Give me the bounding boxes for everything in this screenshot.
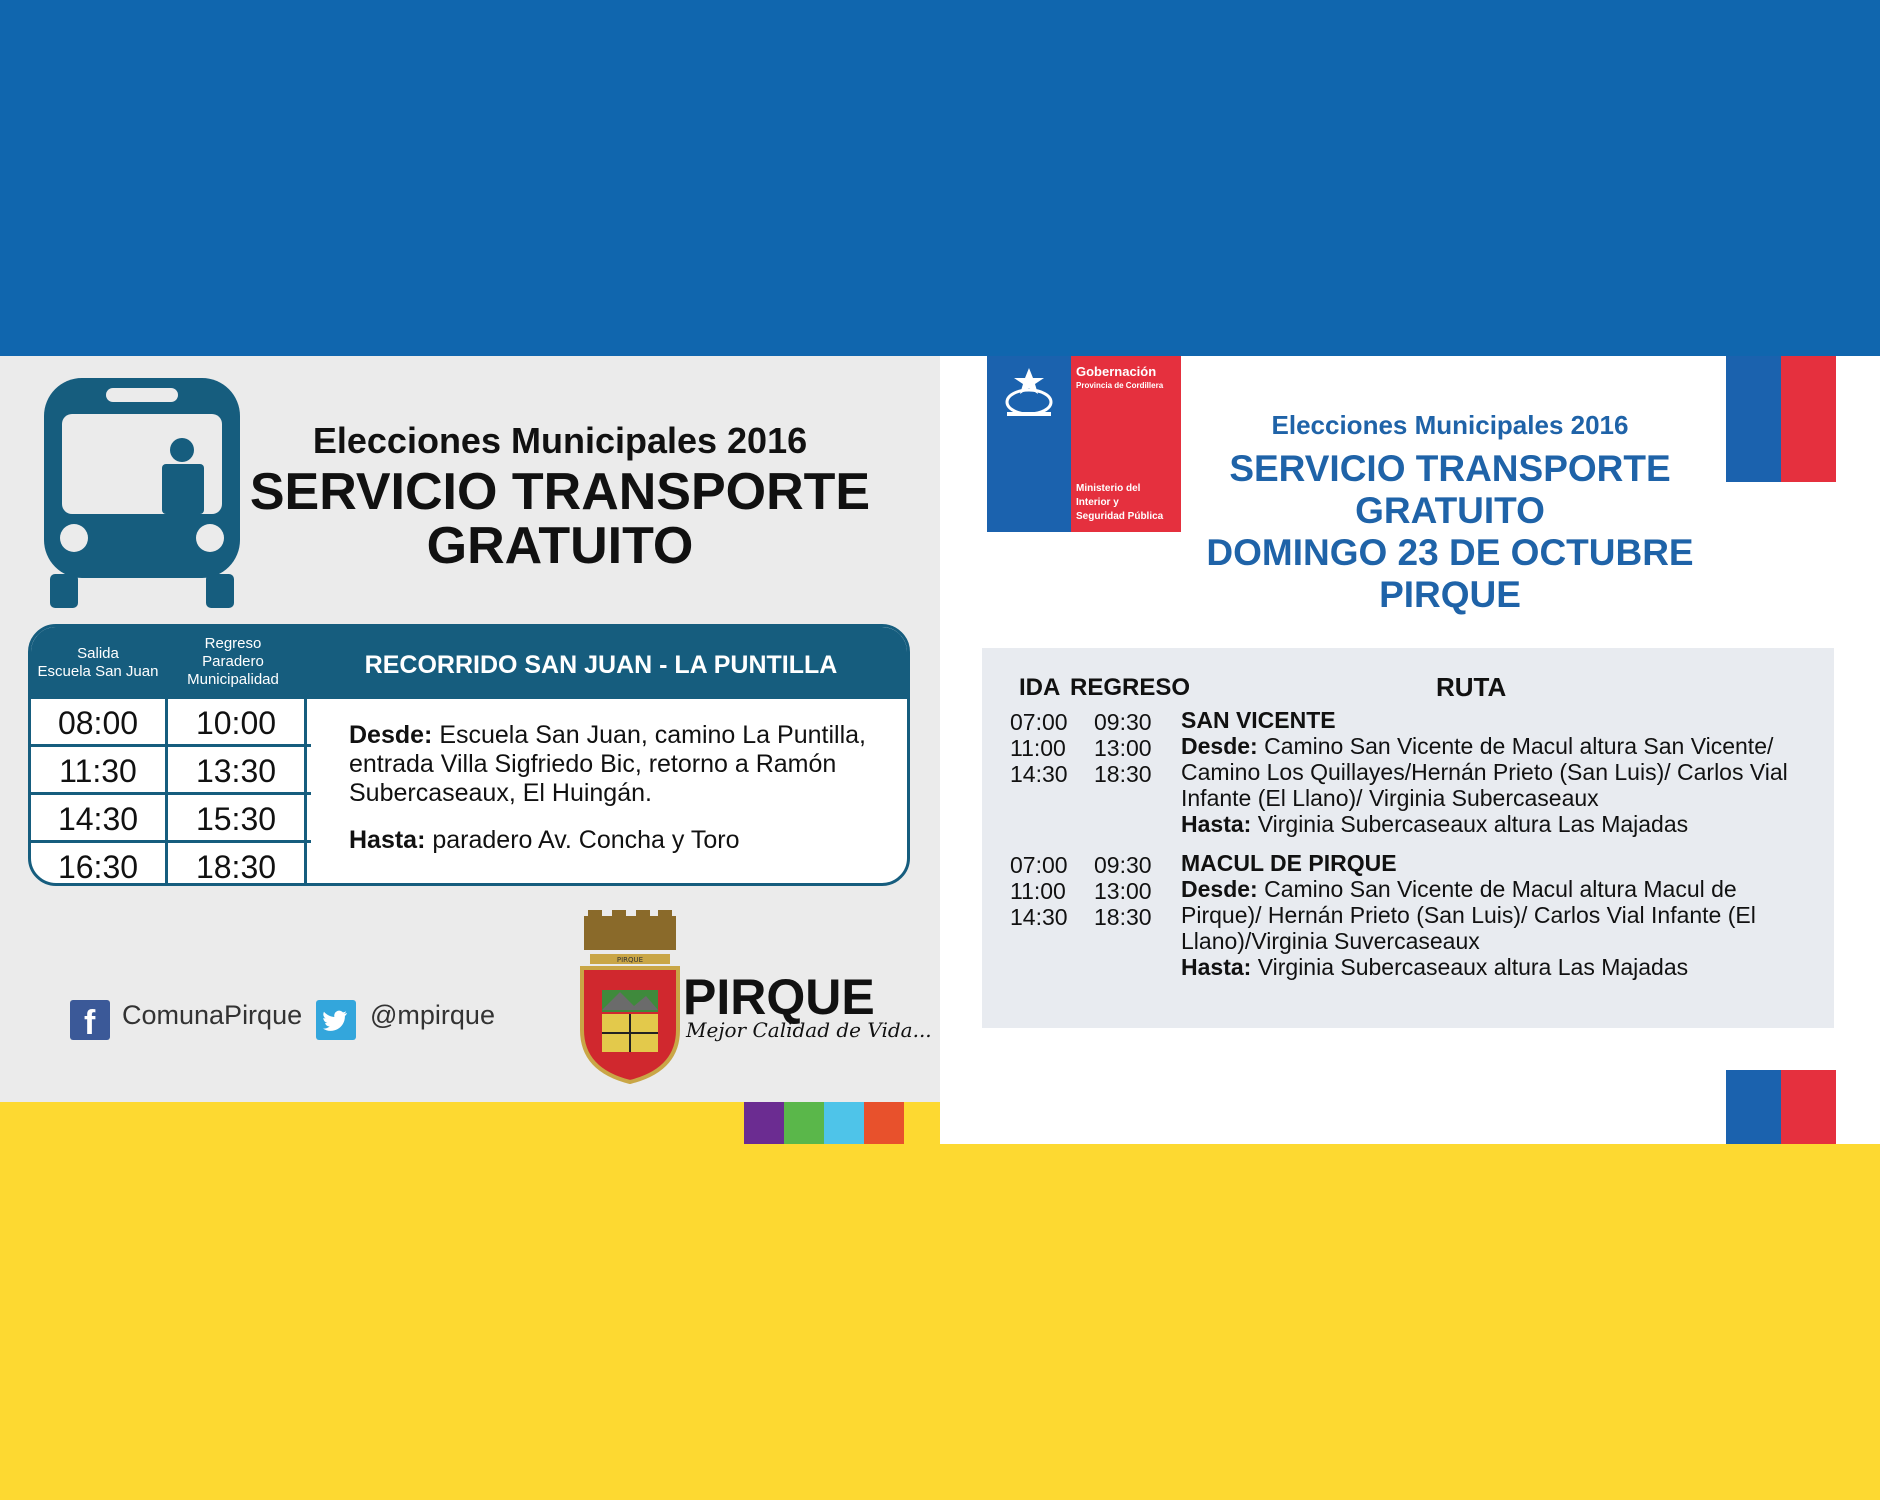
salida-header	[31, 645, 165, 681]
route-description	[349, 721, 889, 855]
badge-line-3: Ministerio del	[1076, 483, 1141, 494]
route-name: MACUL DE PIRQUE	[1181, 850, 1397, 876]
flag-stripe-bottom	[1726, 1070, 1836, 1144]
hasta-text: Virginia Subercaseaux altura Las Majadas	[1251, 811, 1689, 837]
regreso-time: 18:30	[1094, 904, 1152, 930]
route-2-details	[1181, 850, 1801, 980]
route-2-regreso-times	[1094, 852, 1152, 930]
salida-time: 14:30	[31, 795, 168, 840]
regreso-header	[165, 635, 301, 689]
facebook-icon[interactable]: f	[70, 1000, 110, 1040]
times-column	[31, 699, 311, 886]
desde-text: Escuela San Juan, camino La Puntilla, entrada Villa Sigfriedo Bic, retorno a Ramón Subercaseaux, El Huingán.	[349, 721, 866, 807]
salida-time: 16:30	[31, 843, 168, 886]
ida-time: 14:30	[1010, 904, 1068, 930]
ida-time: 11:00	[1010, 878, 1066, 904]
swatch-orange	[864, 1102, 904, 1144]
bus-icon	[44, 378, 244, 610]
regreso-time: 13:30	[168, 747, 307, 792]
regreso-header: REGRESO	[1070, 674, 1191, 701]
twitter-icon[interactable]	[316, 1000, 356, 1040]
desde-text: Camino San Vicente de Macul altura Macul de Pirque)/ Hernán Prieto (San Luis)/ Carlos Vial Infante (El Llano)/Virginia Suvercaseaux	[1181, 876, 1756, 954]
salida-time: 08:00	[31, 699, 168, 744]
ida-time: 07:00	[1010, 709, 1068, 735]
facebook-handle[interactable]: ComunaPirque	[122, 1000, 303, 1030]
route-2-ida-times	[1010, 852, 1068, 930]
ida-time: 11:00	[1010, 735, 1066, 761]
twitter-handle[interactable]: @mpirque	[370, 1000, 495, 1030]
chile-coat-of-arms-icon	[997, 364, 1061, 420]
badge-line-4: Interior y	[1076, 497, 1119, 508]
regreso-time: 15:30	[168, 795, 307, 840]
pirque-brand-name: PIRQUE	[683, 969, 875, 1025]
ruta-header: RUTA	[1436, 672, 1507, 702]
flag-red	[1781, 1070, 1836, 1144]
badge-line-2: Provincia de Cordillera	[1076, 381, 1164, 390]
route-1-regreso-times	[1094, 709, 1152, 787]
hasta-text: paradero Av. Concha y Toro	[425, 826, 740, 854]
pirque-crest-logo	[580, 910, 680, 1085]
hasta-label: Hasta:	[349, 826, 426, 854]
badge-line-1: Gobernación	[1076, 364, 1157, 379]
ida-time: 07:00	[1010, 852, 1068, 878]
right-heading-line: SERVICIO TRANSPORTE	[1229, 448, 1671, 489]
regreso-header-line: Regreso	[204, 635, 262, 652]
table-row	[31, 699, 311, 747]
route-1-ida-times	[1010, 709, 1068, 787]
route-name: SAN VICENTE	[1181, 707, 1336, 733]
route-hasta	[1181, 811, 1801, 837]
regreso-header-line: Paradero	[202, 653, 264, 670]
crest-banner-text: PIRQUE	[616, 956, 644, 964]
desde-label: Desde:	[1181, 733, 1258, 759]
hasta-text: Virginia Subercaseaux altura Las Majadas	[1251, 954, 1689, 980]
regreso-time: 10:00	[168, 699, 307, 744]
regreso-time: 09:30	[1094, 852, 1152, 878]
right-heading-line: PIRQUE	[1379, 574, 1521, 615]
right-heading-line: GRATUITO	[1355, 490, 1545, 531]
table-row	[31, 795, 311, 843]
salida-header-line: Escuela San Juan	[37, 663, 159, 680]
salida-header-line: Salida	[77, 645, 119, 662]
swatch-cyan	[824, 1102, 864, 1144]
route-title: RECORRIDO SAN JUAN - LA PUNTILLA	[364, 651, 838, 679]
bottom-yellow-band	[0, 1144, 1880, 1500]
pirque-tagline: Mejor Calidad de Vida...	[686, 1018, 932, 1042]
table-row	[31, 747, 311, 795]
regreso-header-line: Municipalidad	[187, 671, 279, 688]
left-heading-small: Elecciones Municipales 2016	[312, 420, 808, 461]
route-1-details	[1181, 707, 1801, 837]
route-desde	[1181, 733, 1801, 811]
table-row	[31, 843, 311, 886]
route-desde	[1181, 876, 1801, 954]
left-heading-line-2: GRATUITO	[426, 517, 694, 575]
regreso-time: 18:30	[168, 843, 307, 886]
swatch-green	[784, 1102, 824, 1144]
desde-paragraph	[349, 721, 889, 808]
top-blue-band	[0, 0, 1880, 356]
desde-text: Camino San Vicente de Macul altura San Vicente/ Camino Los Quillayes/Hernán Prieto (San Luis)/ Carlos Vial Infante (El Llano)/ Virginia Subercaseaux	[1181, 733, 1788, 811]
ida-time: 14:30	[1010, 761, 1068, 787]
badge-line-5: Seguridad Pública	[1076, 511, 1164, 522]
swatch-purple	[744, 1102, 784, 1144]
route-hasta	[1181, 954, 1801, 980]
desde-label: Desde:	[349, 721, 433, 749]
regreso-time: 18:30	[1094, 761, 1152, 787]
right-heading-small: Elecciones Municipales 2016	[1271, 410, 1629, 440]
flag-blue	[1726, 1070, 1781, 1144]
flag-red	[1781, 356, 1836, 482]
regreso-time: 13:00	[1094, 878, 1152, 904]
salida-time: 11:30	[31, 747, 168, 792]
regreso-time: 09:30	[1094, 709, 1152, 735]
hasta-paragraph	[349, 826, 889, 855]
hasta-label: Hasta:	[1181, 811, 1252, 837]
ida-header: IDA	[1019, 674, 1061, 701]
right-heading-line: DOMINGO 23 DE OCTUBRE	[1206, 532, 1694, 573]
schedule-table	[28, 624, 910, 886]
hasta-label: Hasta:	[1181, 954, 1252, 980]
right-heading-big	[1150, 448, 1750, 616]
left-heading-line-1: SERVICIO TRANSPORTE	[249, 463, 871, 521]
schedule-header	[31, 627, 907, 699]
regreso-time: 13:00	[1094, 735, 1152, 761]
left-heading-big	[240, 465, 880, 573]
desde-label: Desde:	[1181, 876, 1258, 902]
